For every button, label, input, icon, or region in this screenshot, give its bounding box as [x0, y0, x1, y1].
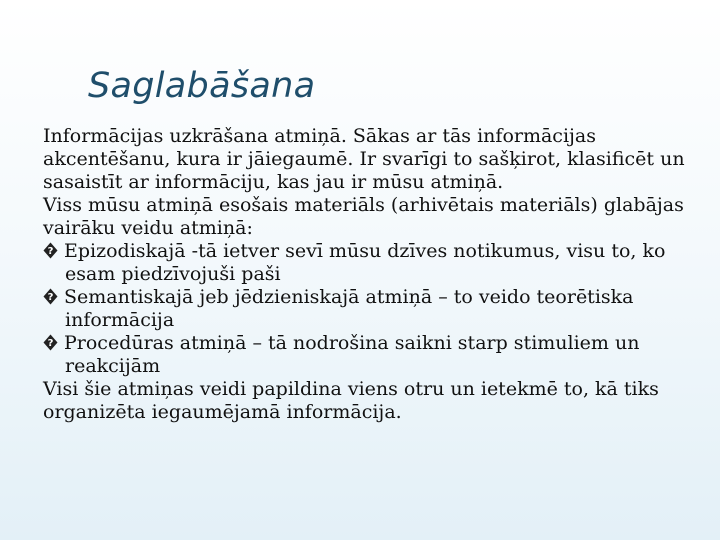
missing-glyph-icon [43, 242, 58, 259]
slide-body [43, 125, 693, 424]
bullet-item-semantic [43, 286, 693, 332]
bullet-item-episodic [43, 240, 693, 286]
svg-text:?: ? [47, 246, 54, 257]
bullet-text-semantic: Semantiskajā jeb jēdzieniskajā atmiņā – to veido teorētiska informācija [64, 286, 634, 331]
svg-text:?: ? [47, 338, 54, 349]
missing-glyph-icon [43, 334, 58, 351]
paragraph-intro: Informācijas uzkrāšana atmiņā. Sākas ar tās informācijas akcentēšanu, kura ir jāiegaumē. Ir svarīgi to sašķirot, klasificēt un sasaistīt ar informāciju, kas jau ir mūsu atmiņā. [43, 125, 685, 193]
paragraph-closing: Visi šie atmiņas veidi papildina viens otru un ietekmē to, kā tiks organizēta iegaumējamā informācija. [43, 378, 659, 423]
missing-glyph-icon [43, 288, 58, 305]
svg-text:?: ? [47, 292, 54, 303]
bullet-text-episodic: Epizodiskajā -tā ietver sevī mūsu dzīves notikumus, visu to, ko esam piedzīvojuši paši [64, 240, 666, 285]
paragraph-memory-types: Viss mūsu atmiņā esošais materiāls (arhivētais materiāls) glabājas vairāku veidu atmiņā: [43, 194, 684, 239]
slide-title: Saglabāšana [88, 66, 316, 106]
bullet-text-procedural: Procedūras atmiņā – tā nodrošina saikni starp stimuliem un reakcijām [64, 332, 640, 377]
bullet-item-procedural [43, 332, 693, 378]
